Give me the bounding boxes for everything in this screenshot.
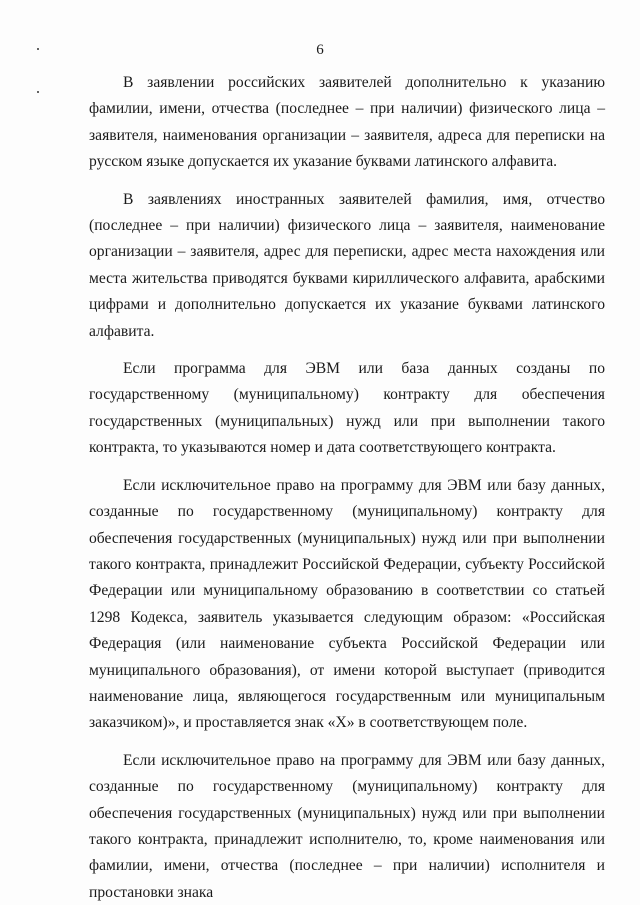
scan-speck <box>37 91 39 93</box>
paragraph-foreign-applicants: В заявлениях иностранных заявителей фамилия, имя, отчество (последнее – при наличии) физического лица – заявителя, наименование организации – заявителя, адрес для переписки, адрес места нахождения или места жительства приводятся буквами кириллического алфавита, арабскими цифрами и дополнительно допускается их указание буквами латинского алфавита. <box>89 190 605 340</box>
scan-speck <box>37 48 39 50</box>
body-text <box>89 70 605 906</box>
page-number: 6 <box>316 42 324 58</box>
paragraph-latin-spelling: В заявлении российских заявителей дополнительно к указанию фамилии, имени, отчества (последнее – при наличии) физического лица – заявителя, наименования организации – заявителя, адреса для переписки на русском языке допускается их указание буквами латинского алфавита. <box>89 74 605 171</box>
paragraph-contractor-owner: Если исключительное право на программу для ЭВМ или базу данных, созданные по государственному (муниципальному) контракту для обеспечения государственных (муниципальных) нужд или при выполнении такого контракта, принадлежит исполнителю, то, кроме наименования или фамилии, имени, отчества (последнее – при наличии) исполнителя и простановки знака <box>89 751 605 901</box>
paragraph-state-owner: Если исключительное право на программу для ЭВМ или базу данных, созданные по государственному (муниципальному) контракту для обеспечения государственных (муниципальных) нужд или при выполнении такого контракта, принадлежит Российской Федерации, субъекту Российской Федерации или муниципальному образованию в соответствии со статьей 1298 Кодекса, заявитель указывается следующим образом: «Российская Федерация (или наименование субъекта Российской Федерации или муниципального образования), от имени которой выступает (приводится наименование лица, являющегося государственным или муниципальным заказчиком)», и проставляется знак «X» в соответствующем поле. <box>89 476 605 732</box>
paragraph-state-contract: Если программа для ЭВМ или база данных созданы по государственному (муниципальному) контракту для обеспечения государственных (муниципальных) нужд или при выполнении такого контракта, то указываются номер и дата соответствующего контракта. <box>89 360 605 457</box>
